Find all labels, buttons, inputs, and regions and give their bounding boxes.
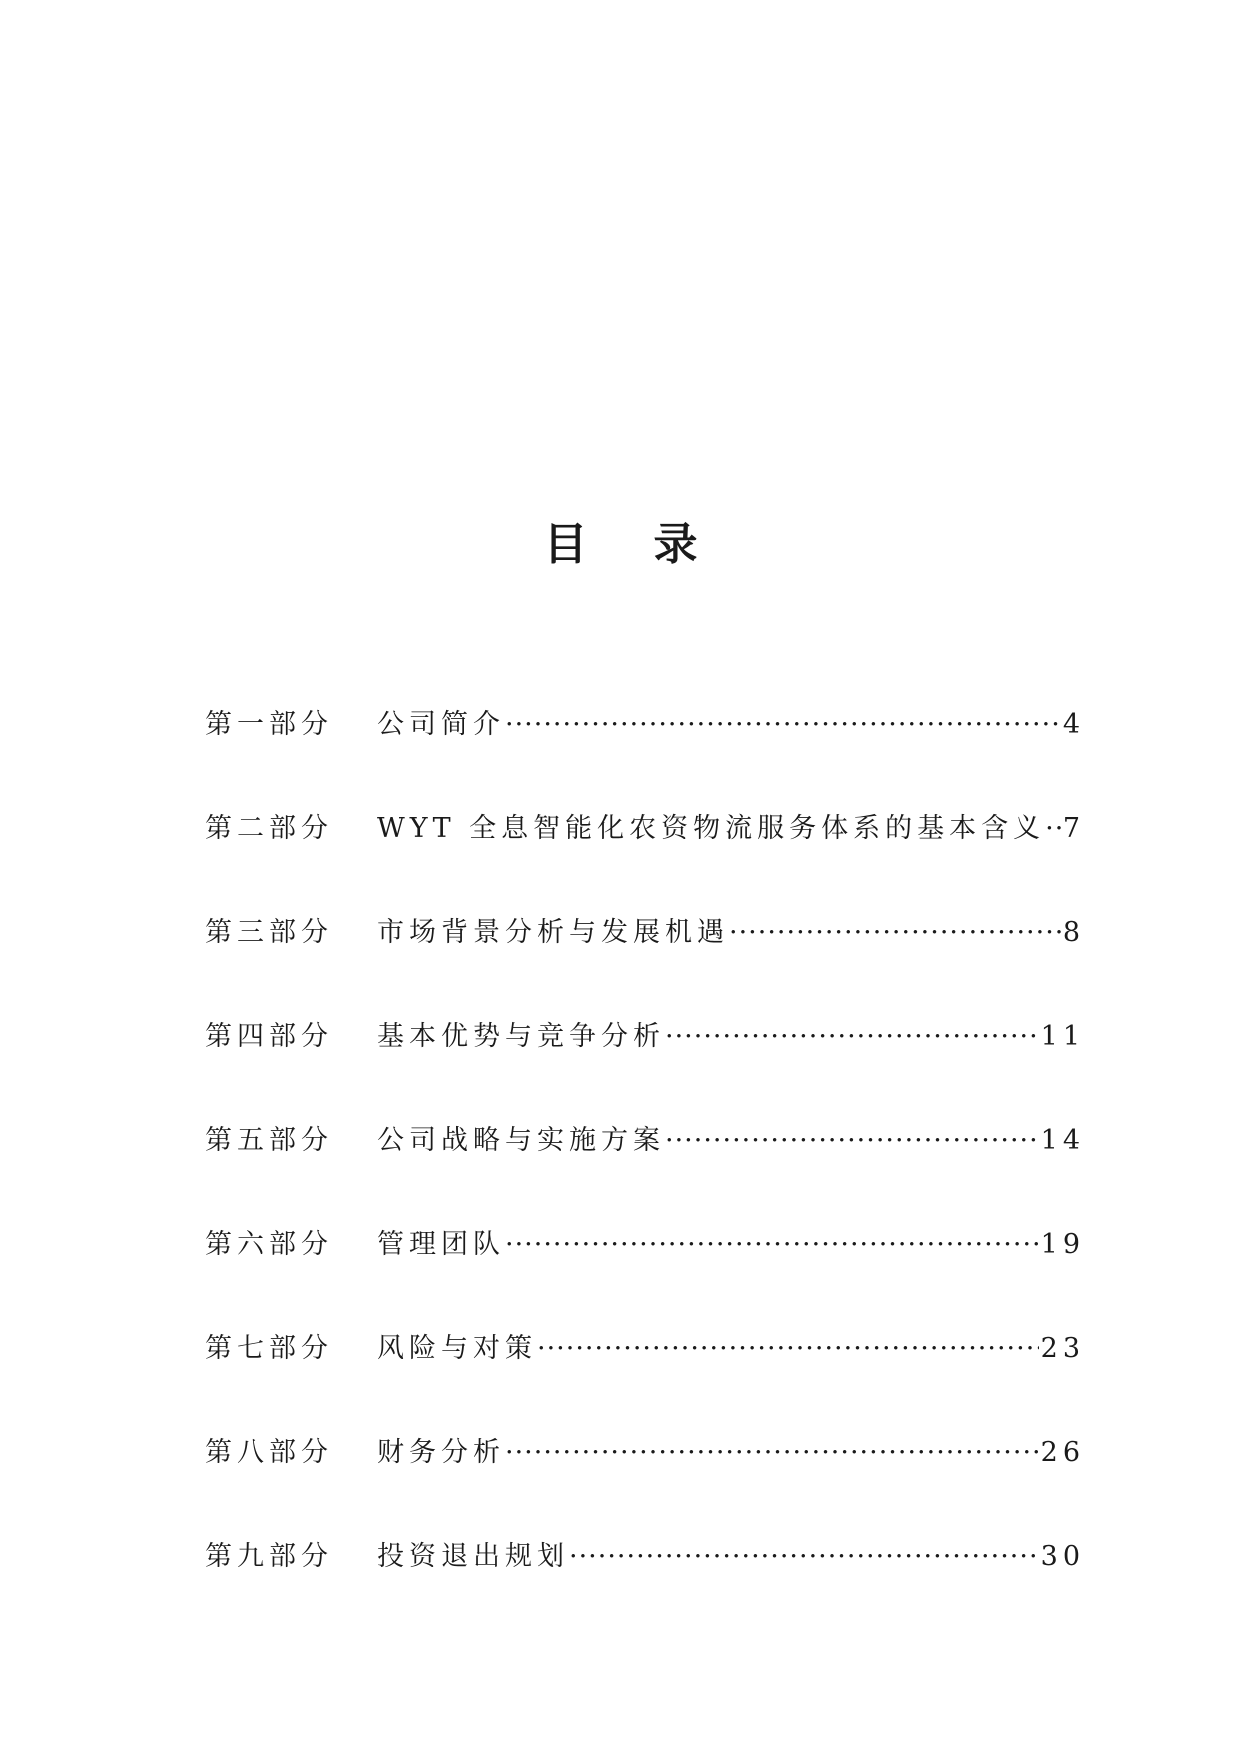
toc-page-number: 19 <box>1040 1229 1085 1260</box>
toc-entry-9[interactable] <box>205 1537 1085 1641</box>
toc-dot-leader <box>505 1225 1039 1265</box>
toc-page-number: 8 <box>1062 917 1085 948</box>
toc-dot-leader <box>537 1329 1039 1369</box>
toc-page-number: 4 <box>1062 709 1085 740</box>
toc-section-title: 基本优势与竞争分析 <box>377 1021 665 1052</box>
toc-page-number: 30 <box>1040 1541 1085 1572</box>
toc-dot-leader <box>665 1121 1039 1161</box>
toc-dot-leader <box>569 1537 1039 1577</box>
toc-section-title: 公司简介 <box>377 709 505 740</box>
page-title <box>0 517 1241 573</box>
toc-section-title: WYT 全息智能化农资物流服务体系的基本含义 <box>377 813 1046 844</box>
toc-entry-7[interactable] <box>205 1329 1085 1433</box>
toc-page-number: 11 <box>1040 1021 1085 1052</box>
toc-part-label: 第三部分 <box>205 917 333 948</box>
title-char-2: 录 <box>653 519 698 571</box>
toc-section-title: 风险与对策 <box>377 1333 537 1364</box>
toc-entry-3[interactable] <box>205 913 1085 1017</box>
toc-section-title: 市场背景分析与发展机遇 <box>377 917 729 948</box>
toc-part-label: 第一部分 <box>205 709 333 740</box>
toc-section-title: 财务分析 <box>377 1437 505 1468</box>
toc-entry-1[interactable] <box>205 705 1085 809</box>
toc-section-title: 管理团队 <box>377 1229 505 1260</box>
toc-entry-6[interactable] <box>205 1225 1085 1329</box>
toc-dot-leader <box>505 705 1061 745</box>
table-of-contents <box>205 705 1085 1641</box>
toc-dot-leader <box>729 913 1061 953</box>
toc-dot-leader <box>1045 809 1061 849</box>
toc-page-number: 7 <box>1062 813 1085 844</box>
toc-page-number: 14 <box>1040 1125 1085 1156</box>
toc-section-title: 公司战略与实施方案 <box>377 1125 665 1156</box>
toc-dot-leader <box>665 1017 1039 1057</box>
toc-part-label: 第二部分 <box>205 813 333 844</box>
toc-part-label: 第九部分 <box>205 1541 333 1572</box>
toc-entry-4[interactable] <box>205 1017 1085 1121</box>
toc-entry-8[interactable] <box>205 1433 1085 1537</box>
toc-entry-2[interactable] <box>205 809 1085 913</box>
toc-page-number: 23 <box>1040 1333 1085 1364</box>
toc-part-label: 第六部分 <box>205 1229 333 1260</box>
toc-part-label: 第八部分 <box>205 1437 333 1468</box>
toc-part-label: 第四部分 <box>205 1021 333 1052</box>
toc-page-number: 26 <box>1040 1437 1085 1468</box>
toc-section-title: 投资退出规划 <box>377 1541 569 1572</box>
toc-entry-5[interactable] <box>205 1121 1085 1225</box>
toc-part-label: 第七部分 <box>205 1333 333 1364</box>
toc-part-label: 第五部分 <box>205 1125 333 1156</box>
toc-dot-leader <box>505 1433 1039 1473</box>
title-char-1: 目 <box>543 519 588 571</box>
